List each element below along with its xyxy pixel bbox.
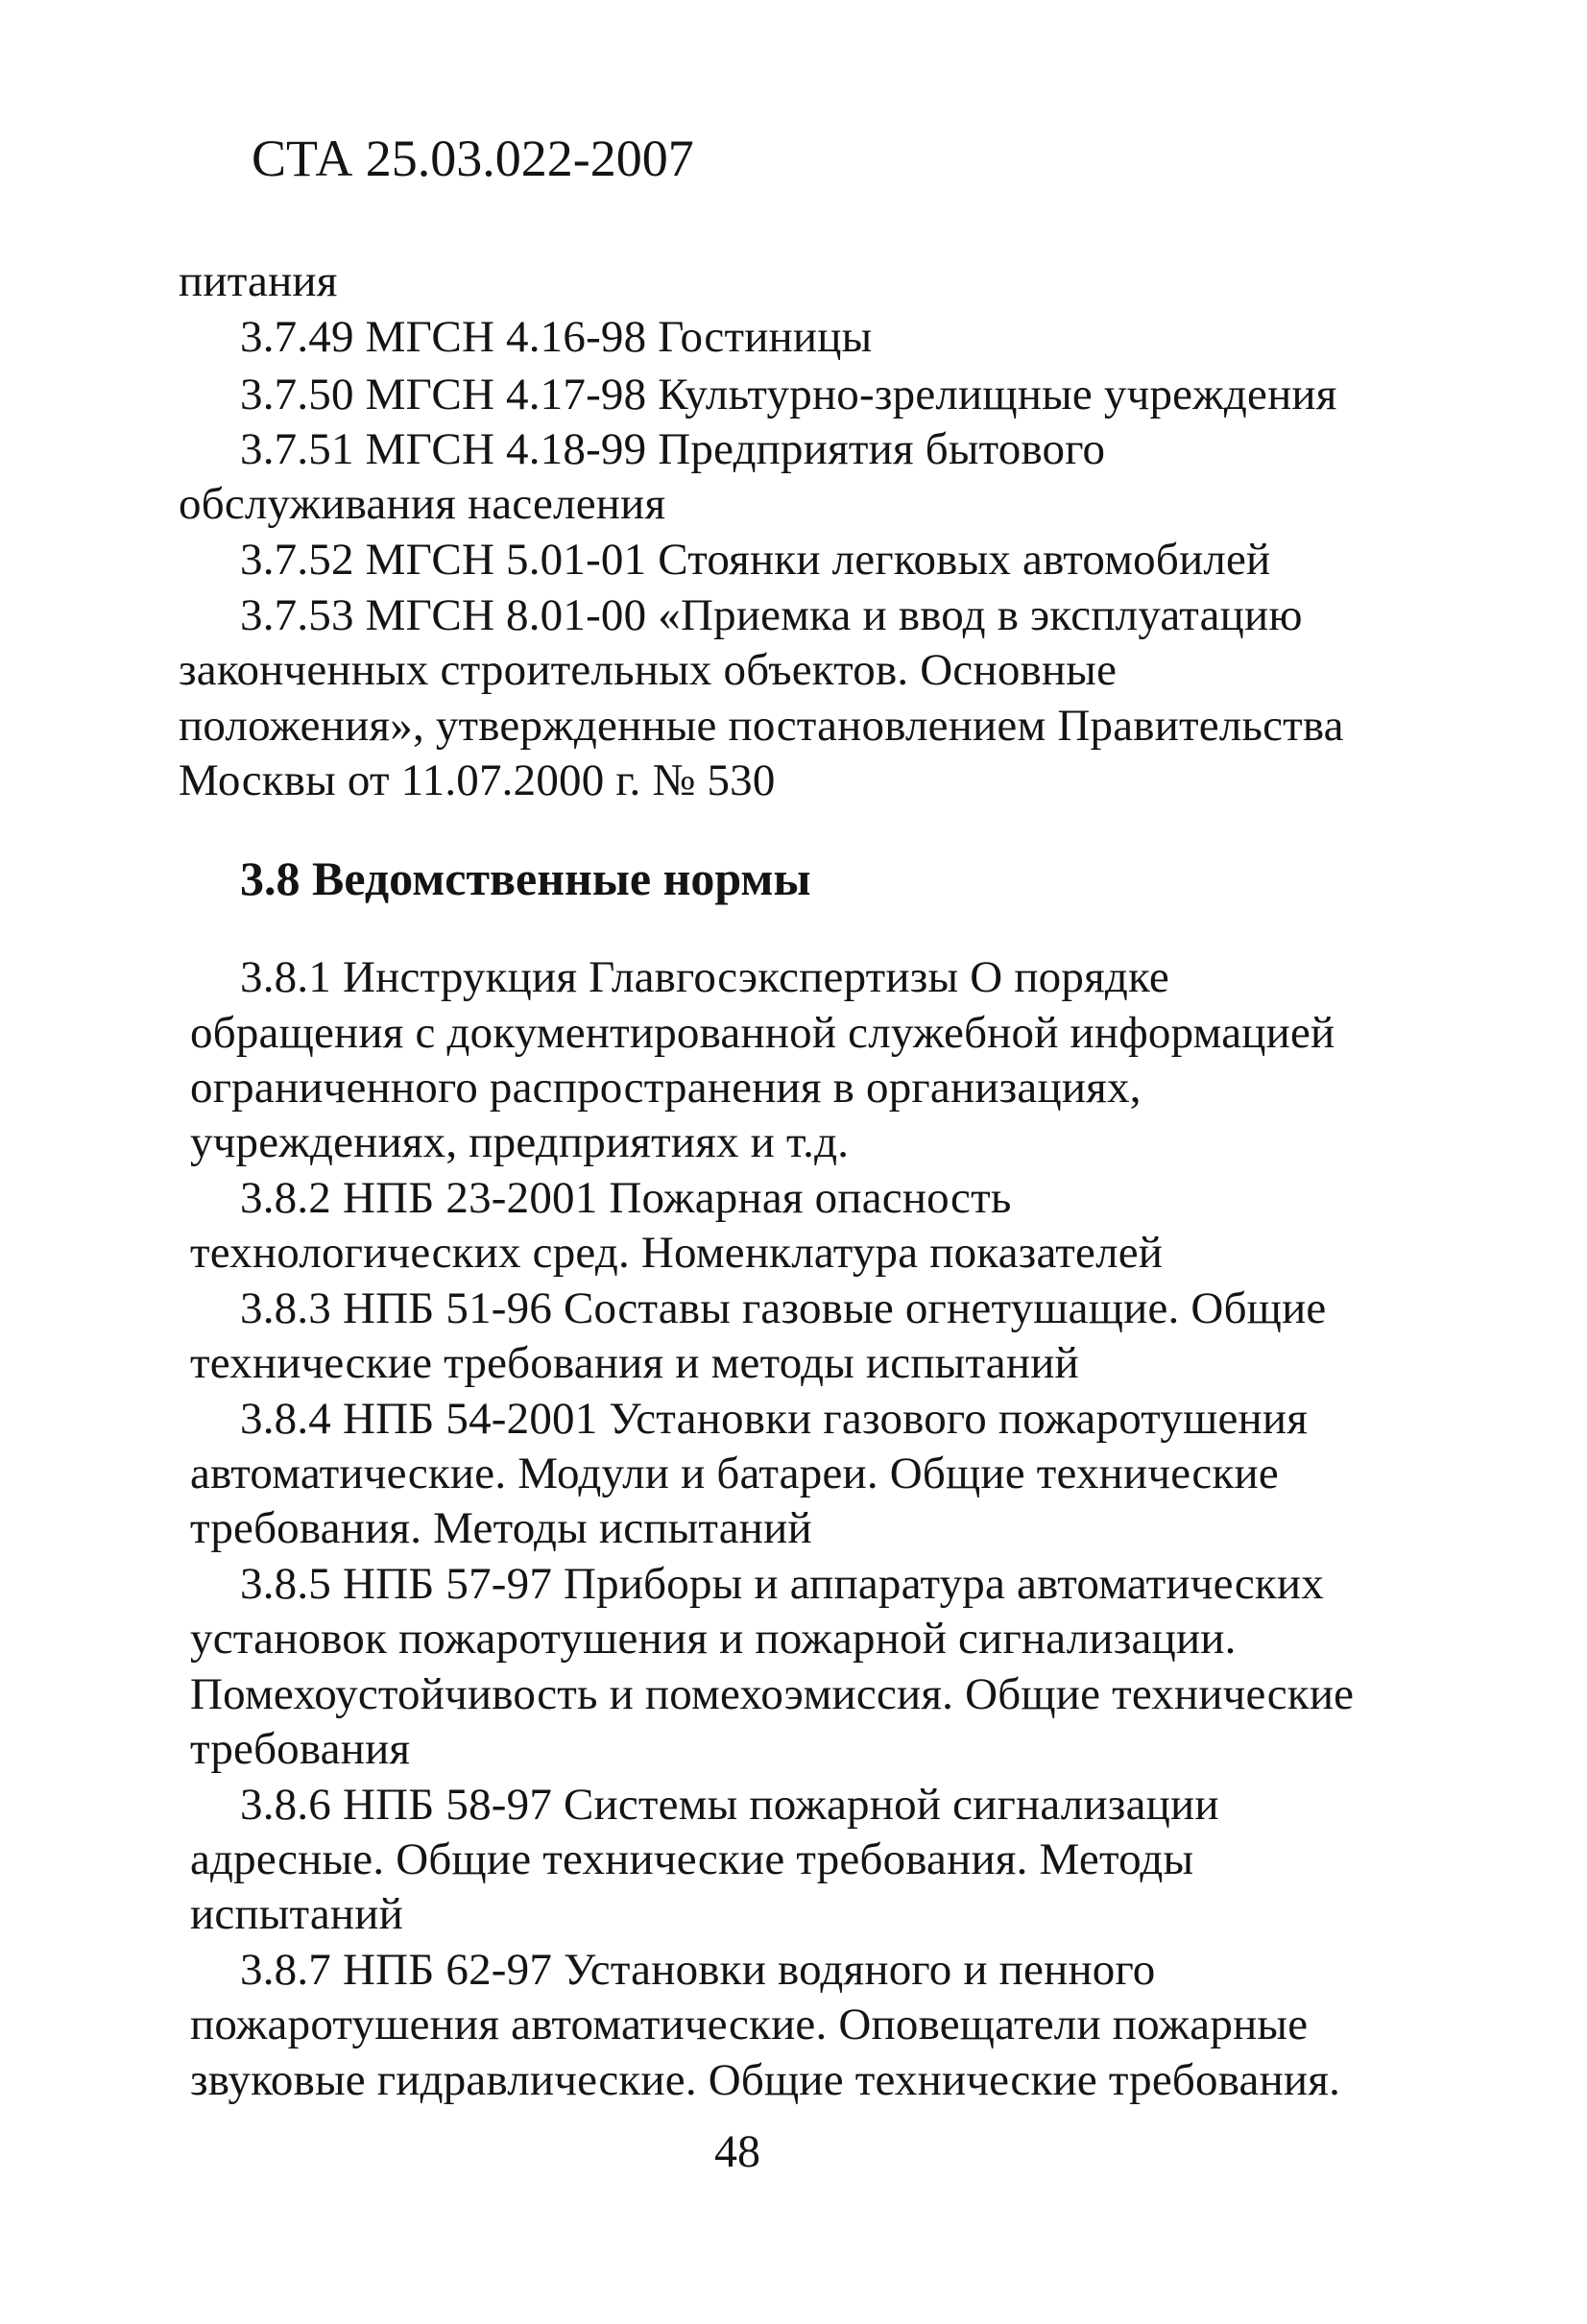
text-line: обращения с документированной служебной информацией — [190, 1008, 1335, 1058]
list-item-3-8-4: 3.8.4 НПБ 54-2001 Установки газового пожаротушения — [240, 1394, 1309, 1444]
list-item-3-8-7: 3.8.7 НПБ 62-97 Установки водяного и пенного — [240, 1945, 1156, 1995]
list-item-3-8-5: 3.8.5 НПБ 57-97 Приборы и аппаратура автоматических — [240, 1559, 1324, 1609]
text-line: питания — [179, 256, 338, 306]
text-line: обслуживания населения — [179, 479, 666, 529]
text-line: технологических сред. Номенклатура показателей — [190, 1228, 1164, 1278]
list-item-3-8-1: 3.8.1 Инструкция Главгосэкспертизы О порядке — [240, 952, 1169, 1002]
page-number: 48 — [714, 2126, 760, 2177]
text-line: звуковые гидравлические. Общие технические требования. — [190, 2055, 1341, 2105]
list-item-3-7-50: 3.7.50 МГСН 4.17-98 Культурно-зрелищные учреждения — [240, 370, 1337, 419]
text-line: учреждениях, предприятиях и т.д. — [190, 1117, 850, 1167]
document-code-header: СТА 25.03.022-2007 — [252, 130, 694, 187]
list-item-3-8-6: 3.8.6 НПБ 58-97 Системы пожарной сигнализации — [240, 1780, 1219, 1830]
text-line: пожаротушения автоматические. Оповещатели пожарные — [190, 2000, 1309, 2049]
text-line: автоматические. Модули и батареи. Общие технические — [190, 1449, 1279, 1498]
list-item-3-7-52: 3.7.52 МГСН 5.01-01 Стоянки легковых автомобилей — [240, 535, 1271, 585]
list-item-3-7-53: 3.7.53 МГСН 8.01-00 «Приемка и ввод в эксплуатацию — [240, 590, 1303, 640]
text-line: законченных строительных объектов. Основные — [179, 645, 1118, 695]
list-item-3-7-51: 3.7.51 МГСН 4.18-99 Предприятия бытового — [240, 424, 1106, 474]
text-line: Москвы от 11.07.2000 г. № 530 — [179, 755, 776, 805]
text-line: требования — [190, 1724, 411, 1774]
text-line: требования. Методы испытаний — [190, 1503, 812, 1553]
text-line: испытаний — [190, 1889, 403, 1939]
text-line: Помехоустойчивость и помехоэмиссия. Общие технические — [190, 1669, 1355, 1719]
text-line: положения», утвержденные постановлением Правительства — [179, 701, 1344, 751]
section-heading: 3.8 Ведомственные нормы — [240, 851, 811, 905]
text-line: технические требования и методы испытаний — [190, 1338, 1079, 1388]
list-item-3-8-3: 3.8.3 НПБ 51-96 Составы газовые огнетушащие. Общие — [240, 1283, 1327, 1333]
list-item-3-8-2: 3.8.2 НПБ 23-2001 Пожарная опасность — [240, 1173, 1012, 1223]
text-line: адресные. Общие технические требования. Методы — [190, 1834, 1194, 1884]
text-line: ограниченного распространения в организациях, — [190, 1063, 1142, 1113]
text-line: установок пожаротушения и пожарной сигнализации. — [190, 1614, 1237, 1664]
list-item-3-7-49: 3.7.49 МГСН 4.16-98 Гостиницы — [240, 312, 873, 362]
